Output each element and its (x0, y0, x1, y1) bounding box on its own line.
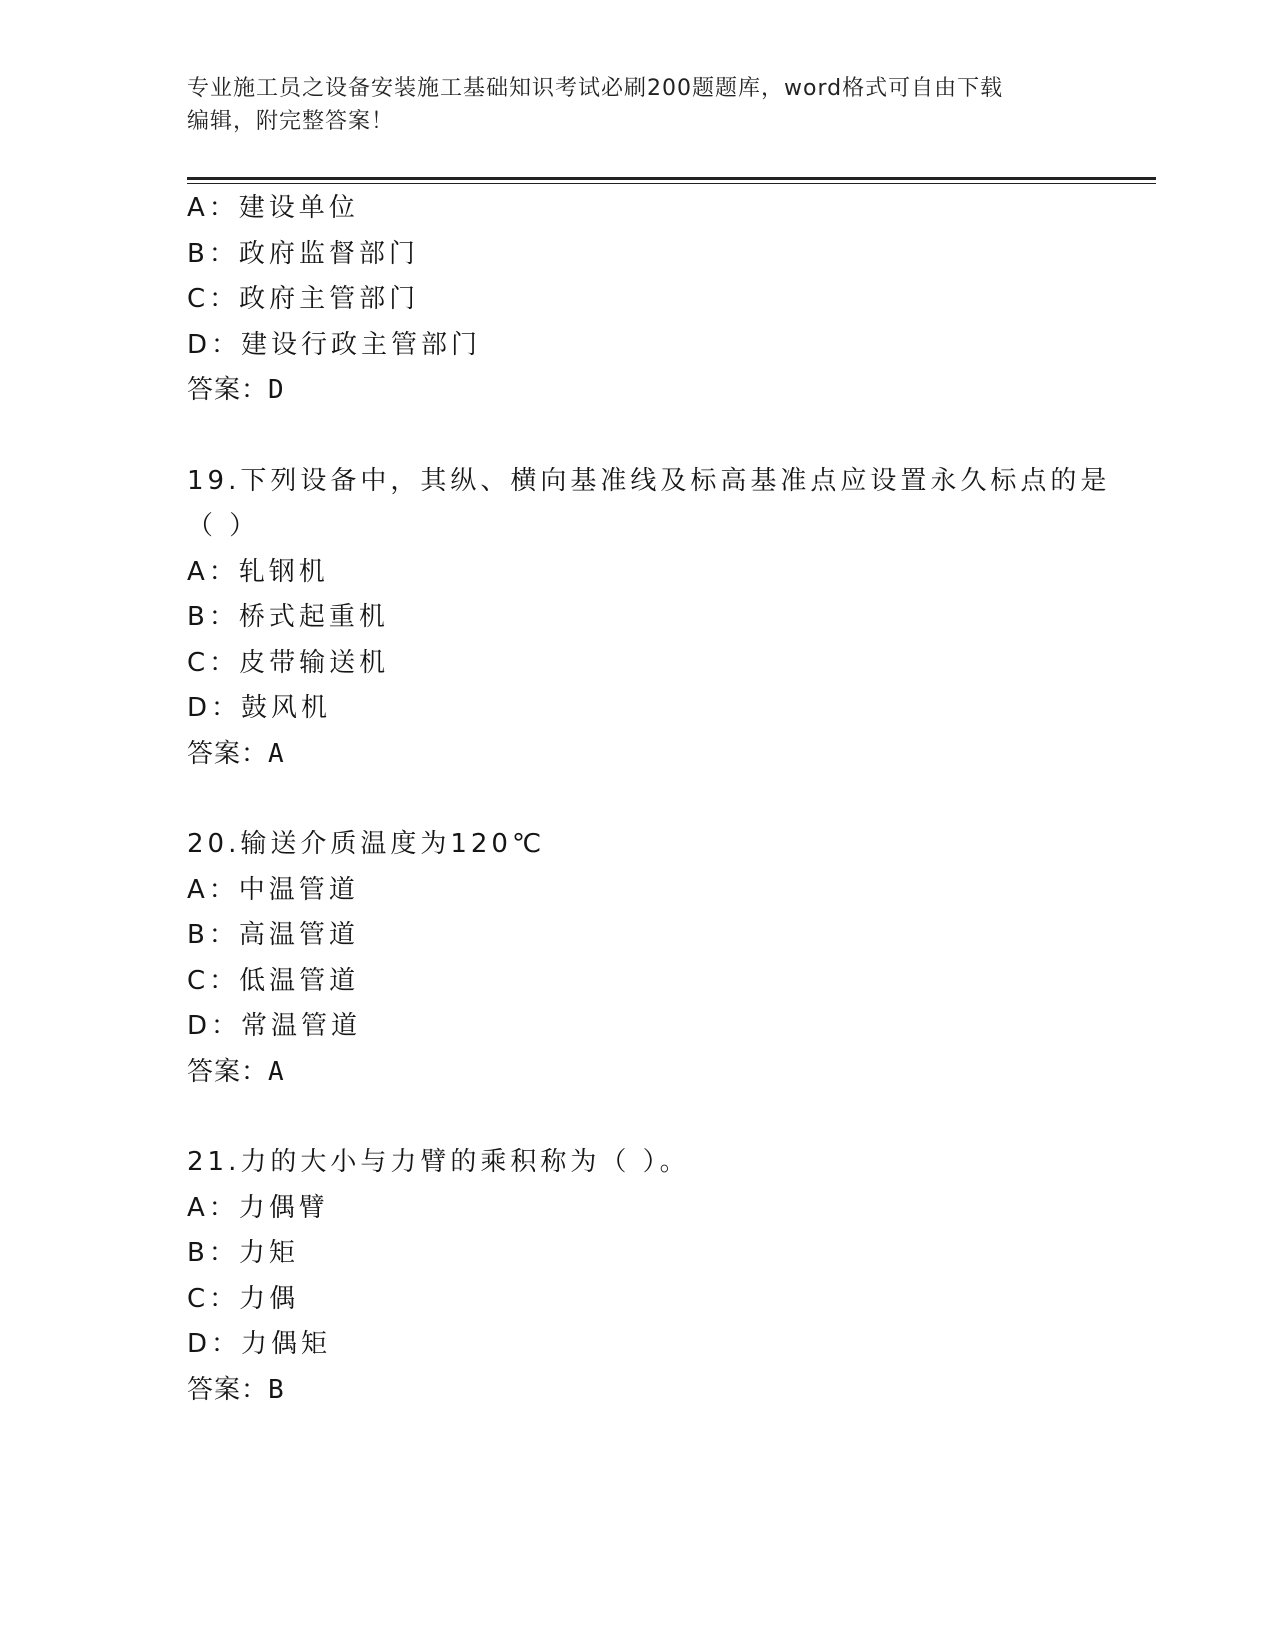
question-spacer (187, 1095, 1156, 1140)
option-d: D：鼓风机 (187, 693, 332, 723)
header-title-line-1: 专业施工员之设备安装施工基础知识考试必刷200题题库，word格式可自由下载 (187, 76, 1004, 101)
option-b: B：政府监督部门 (187, 238, 419, 269)
option-b: B：高温管道 (187, 920, 359, 950)
question-spacer (187, 414, 1156, 459)
option-a: A：力偶臂 (187, 1192, 329, 1223)
option-c: C：政府主管部门 (187, 284, 420, 314)
answer-label: 答案： (187, 738, 269, 769)
question-20-block (187, 822, 1156, 1095)
option-a: A：中温管道 (187, 874, 359, 905)
answer-label: 答案： (187, 375, 269, 405)
option-a: A：轧钢机 (187, 556, 329, 587)
document-header (187, 72, 1087, 138)
question-text-line-1: 19.下列设备中，其纵、横向基准线及标高基准点应设置永久标点的是 (187, 465, 1111, 496)
question-text-line-1: 20.输送介质温度为120℃ (187, 829, 546, 859)
option-a: A：建设单位 (187, 193, 359, 223)
option-c: C：力偶 (187, 1283, 300, 1314)
question-21-block (187, 1140, 1156, 1413)
option-c: C：低温管道 (187, 965, 360, 996)
header-divider-thin (187, 183, 1156, 184)
answer-value: A (268, 738, 284, 769)
answer-value: A (268, 1056, 284, 1087)
option-b: B：桥式起重机 (187, 602, 389, 632)
answer-label: 答案： (187, 1056, 269, 1087)
option-c: C：皮带输送机 (187, 647, 390, 678)
question-19-block (187, 459, 1156, 778)
option-b: B：力矩 (187, 1238, 299, 1268)
question-text-line-1: 21.力的大小与力臂的乘积称为（ ）。 (187, 1147, 690, 1177)
option-d: D：常温管道 (187, 1011, 362, 1041)
question-18-block (187, 186, 1156, 414)
answer-value: B (268, 1374, 284, 1405)
header-title-line-2: 编辑，附完整答案！ (187, 109, 395, 134)
question-spacer (187, 777, 1156, 822)
header-divider-thick (187, 177, 1156, 180)
question-list (187, 186, 1156, 1413)
option-d: D：建设行政主管部门 (187, 329, 482, 360)
answer-value: D (268, 375, 284, 405)
answer-line (187, 732, 1156, 778)
answer-line (187, 1050, 1156, 1096)
answer-label: 答案： (187, 1374, 269, 1405)
answer-line (187, 368, 1156, 414)
option-d: D：力偶矩 (187, 1329, 332, 1359)
answer-line (187, 1368, 1156, 1414)
question-text-line-2: （ ） (187, 511, 260, 541)
